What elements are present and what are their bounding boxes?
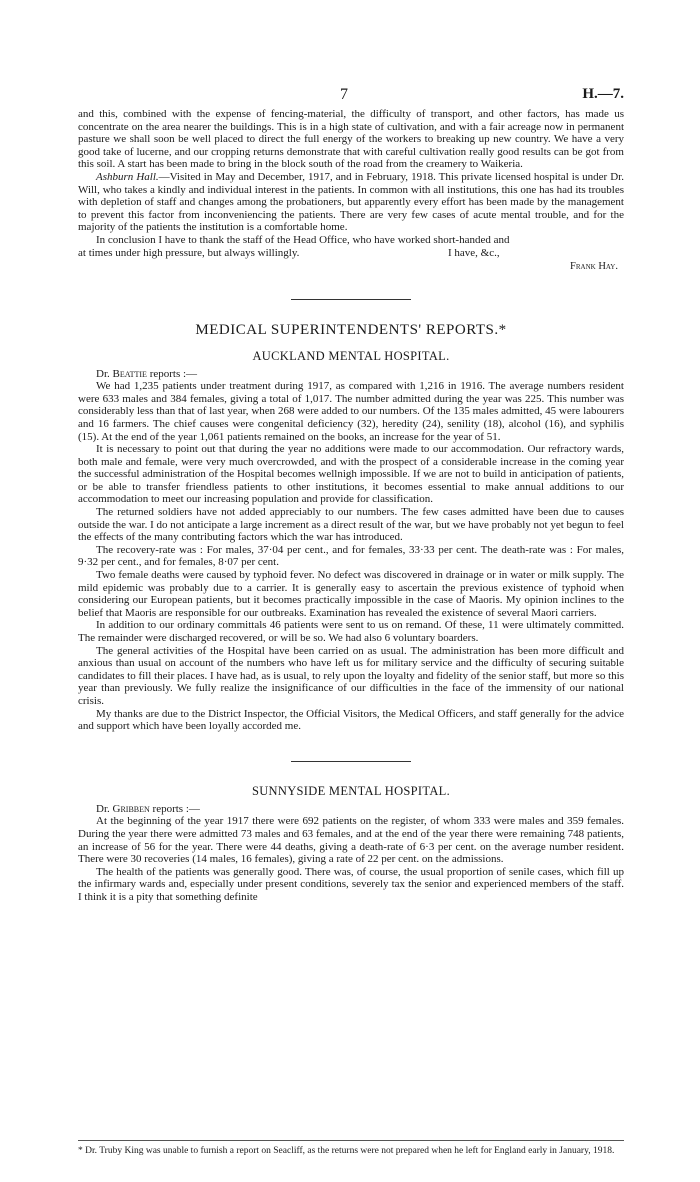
section-title: MEDICAL SUPERINTENDENTS' REPORTS.* <box>195 321 507 338</box>
sunnyside-paragraph: At the beginning of the year 1917 there were 692 patients on the register, of whom 333 were males and 359 females. During the year there were admitted 73 males and 63 females, and at the end of the year there were remaining 748 patients, an increase of 56 for the year. There were 44 deaths, giving a death-rate of 6·3 per cent. on the average number resident. There were 30 recoveries (14 males, 16 females), giving a rate of 22 per cent. on the admissions. <box>78 815 624 866</box>
auckland-paragraph: My thanks are due to the District Inspector, the Official Visitors, the Medical Officers, and staff generally for the advice and support which have been loyally accorded me. <box>78 707 624 733</box>
document-code: H.—7. <box>582 86 624 102</box>
page-number: 7 <box>340 86 348 103</box>
reporter-name: Beattie <box>112 367 147 380</box>
intro-paragraph: and this, combined with the expense of fencing-material, the difficulty of transport, and other factors, has made us concentrate on the area nearer the buildings. This is in a high state of cultivation, and with a fair acreage now in permanent pasture we shall soon be well placed to direct the full energy of the workers to breaking up new country. We have a very good take of lucerne, and our cropping returns demonstrate that with careful cultivation really good results can be got from this soil. A start has been made to bring in the block south of the road from the creamery to Waikeria. <box>78 108 624 171</box>
ashburn-hall-paragraph <box>78 171 624 234</box>
closing-salutation: I have, &c., <box>448 246 500 259</box>
closing-row <box>78 247 624 260</box>
document-page <box>78 86 624 904</box>
reporter-name: Gribben <box>112 802 150 815</box>
conclusion-paragraph: In conclusion I have to thank the staff of the Head Office, who have worked short-handed and <box>96 233 510 246</box>
auckland-paragraph: Two female deaths were caused by typhoid fever. No defect was discovered in drainage or in water or milk supply. The mild epidemic was probably due to a carrier. It is generally easy to ascertain the previous existence of typhoid when considering our European patients, but it becomes practically impossible in the case of Maoris. My opinion inclines to the belief that Maoris are responsible for our outbreaks. Examination has revealed the existence of several Maori carriers. <box>78 569 624 619</box>
auckland-reporter <box>78 368 624 381</box>
sunnyside-reporter <box>78 803 624 816</box>
auckland-paragraph: We had 1,235 patients under treatment during 1917, as compared with 1,216 in 1916. The average numbers resident were 633 males and 384 females, giving a total of 1,017. The number admitted during the year was 225. This number was considerably less than that of last year, when 268 were added to our numbers. Of the 135 males admitted, 45 were labourers and 16 farmers. The chief causes were congenital deficiency (32), heredity (24), senility (18), alcohol (16), and syphilis (15). At the end of the year 1,061 patients remained on the books, an increase for the year of 51. <box>78 380 624 443</box>
sunnyside-paragraph: The health of the patients was generally good. There was, of course, the usual proportion of senile cases, which fill up the infirmary wards and, especially under present conditions, severely tax the senior and experienced members of the staff. I think it is a pity that something definite <box>78 865 624 903</box>
reporter-suffix: reports :— <box>149 802 200 815</box>
footnote-rule <box>78 1140 624 1141</box>
reporter-prefix: Dr. <box>96 802 113 815</box>
sunnyside-heading: SUNNYSIDE MENTAL HOSPITAL. <box>251 783 451 798</box>
signature-name: Frank Hay. <box>570 260 618 272</box>
page-header <box>78 86 624 108</box>
ashburn-hall-text: —Visited in May and December, 1917, and in February, 1918. This private licensed hospital is under Dr. Will, who takes a kindly and individual interest in the patients. In common with all institutions, this one has had its troubles with depletion of staff and changes among the probationers, but apparently every effort has been made by the management to prevent this factor from inconveniencing the patients. There are very few cases of acute mental trouble, and for the majority of the patients the institution is a comfortable home. <box>78 170 624 234</box>
auckland-paragraph: The recovery-rate was : For males, 37·04 per cent., and for females, 33·33 per cent. The death-rate was : For males, 9·32 per cent., and for females, 8·07 per cent. <box>78 543 624 569</box>
footnote: * Dr. Truby King was unable to furnish a report on Seacliff, as the returns were not prepared when he left for England early in January, 1918. <box>78 1146 615 1156</box>
auckland-paragraph: In addition to our ordinary committals 46 patients were sent to us on remand. Of these, 11 were ultimately committed. The remainder were discharged recovered, or will be so. We had also 6 voluntary boarders. <box>78 619 624 644</box>
auckland-paragraph: The general activities of the Hospital have been carried on as usual. The administration has been more difficult and anxious than usual on account of the numbers who have left us for military service and the difficulty of securing suitable candidates to fill their places. I have had, as is usual, to rely upon the loyalty and fidelity of the senior staff, but more so this year than previously. We fully realize the insignificance of our difficulties in the face of the immensity of our national crisis. <box>78 644 624 707</box>
reporter-suffix: reports :— <box>146 367 198 380</box>
conclusion-end: at times under high pressure, but always willingly. <box>78 246 300 259</box>
ashburn-hall-heading: Ashburn Hall. <box>96 170 159 183</box>
auckland-paragraph: The returned soldiers have not added appreciably to our numbers. The few cases admitted have been due to causes outside the war. I do not anticipate a large increment as a direct result of the war, but we have probably not yet begun to feel the effects of the many contributing factors which the war has introduced. <box>78 506 624 544</box>
auckland-heading: AUCKLAND MENTAL HOSPITAL. <box>252 348 450 363</box>
auckland-paragraph: It is necessary to point out that during the year no additions were made to our accommodation. Our refractory wards, both male and female, were very much overcrowded, and with the prospect of a considerable increase in the coming year the successful administration of the Hospital becomes wellnigh impossible. If we are not to build in anticipation of patients, or be able to transfer friendless patients to other institutions, it becomes essential to make annual additions to our accommodation to meet our increasing population and provide for classification. <box>78 443 624 506</box>
reporter-prefix: Dr. <box>96 367 113 380</box>
